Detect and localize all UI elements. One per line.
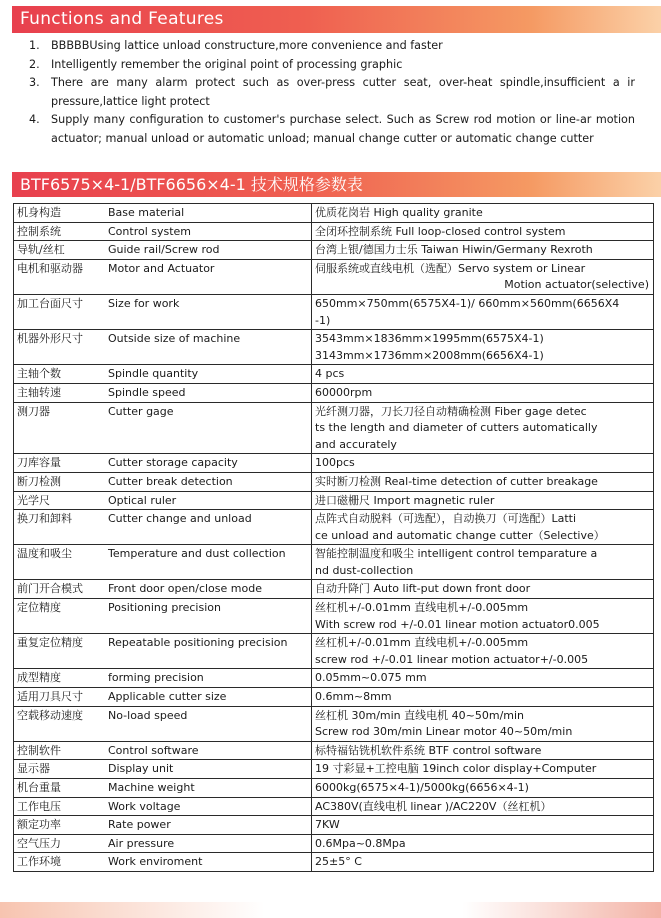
spec-value-cell (312, 383, 654, 402)
footer-decoration (0, 902, 661, 918)
spec-label (17, 761, 307, 778)
spec-label (17, 670, 307, 687)
feature-item (25, 74, 635, 111)
spec-row (14, 580, 654, 599)
feature-number: 1. (29, 39, 40, 52)
spec-label-cn: 主轴个数 (17, 367, 61, 381)
spec-label-en: Machine weight (108, 781, 195, 794)
spec-row (14, 853, 654, 872)
spec-label-cn: 机器外形尺寸 (17, 332, 83, 346)
spec-label (17, 224, 307, 241)
spec-label-cell (14, 741, 312, 760)
spec-label-en: Air pressure (108, 836, 175, 850)
spec-label-en: Cutter gage (108, 404, 174, 418)
spec-value: 自动升降门 Auto lift-put down front door (315, 582, 531, 596)
spec-label (17, 854, 307, 871)
feature-text: Supply many configuration to customer's purchase select. Such as Screw rod motion or line-ar motion actuator; manual unload or automatic unload; manual change cutter or automatic change cutter (51, 113, 635, 145)
feature-text: There are many alarm protect such as over-press cutter seat, over-heat spindle,insufficient a ir pressure,lattice light protect (51, 76, 635, 108)
spec-table (13, 203, 654, 872)
spec-value-cell (312, 365, 654, 384)
spec-row (14, 688, 654, 707)
spec-row (14, 259, 654, 294)
spec-value-cell (312, 669, 654, 688)
spec-value-cell (312, 580, 654, 599)
feature-text: Intelligently remember the original point of processing graphic (51, 57, 403, 71)
spec-value-line: 伺服系统或直线电机（选配）Servo system or Linear (315, 261, 586, 275)
spec-label-en: Optical ruler (108, 493, 177, 507)
spec-label-en: Base material (108, 206, 185, 219)
spec-label-cn: 机台重量 (17, 781, 61, 794)
spec-label (17, 546, 307, 563)
spec-label-cn: 适用刀具尺寸 (17, 690, 83, 704)
spec-label-en: Spindle quantity (108, 367, 199, 381)
spec-label-cell (14, 779, 312, 798)
spec-value-cell (312, 797, 654, 816)
spec-label-cn: 显示器 (17, 762, 50, 776)
spec-label-cell (14, 510, 312, 545)
spec-label-cn: 空气压力 (17, 836, 61, 850)
spec-label-en: Display unit (108, 762, 174, 776)
spec-label-cn: 工作环境 (17, 855, 61, 869)
spec-label-cn: 控制系统 (17, 224, 61, 238)
spec-label-en: Applicable cutter size (108, 690, 227, 704)
spec-label (17, 600, 307, 617)
spec-value: 100pcs (315, 456, 355, 470)
spec-label-en: Size for work (108, 296, 180, 310)
spec-label (17, 581, 307, 598)
spec-label-en: Spindle speed (108, 385, 186, 399)
spec-label-cn: 工作电压 (17, 799, 61, 813)
spec-row (14, 330, 654, 365)
spec-label-en: Outside size of machine (108, 332, 241, 346)
spec-row (14, 706, 654, 741)
spec-value: AC380V(直线电机 linear )/AC220V（丝杠机） (315, 799, 552, 813)
spec-label-cell (14, 634, 312, 669)
spec-label (17, 404, 307, 421)
spec-label-cn: 测刀器 (17, 404, 50, 418)
spec-value: 7KW (315, 818, 340, 832)
spec-label-cell (14, 383, 312, 402)
spec-label-cell (14, 294, 312, 329)
spec-row (14, 241, 654, 260)
spec-value-cell (312, 402, 654, 454)
spec-label-cell (14, 599, 312, 634)
spec-label-cell (14, 222, 312, 241)
spec-label-cell (14, 706, 312, 741)
spec-value-cell (312, 853, 654, 872)
spec-row (14, 741, 654, 760)
spec-label-cn: 刀库容量 (17, 456, 61, 470)
spec-label-en: forming precision (108, 671, 204, 685)
spec-label-cell (14, 580, 312, 599)
spec-label-cell (14, 402, 312, 454)
spec-value-cell (312, 510, 654, 545)
spec-label-cn: 重复定位精度 (17, 636, 83, 650)
spec-value-cell (312, 330, 654, 365)
spec-label (17, 511, 307, 528)
spec-label (17, 780, 307, 797)
spec-label (17, 493, 307, 510)
spec-value: 0.6Mpa~0.8Mpa (315, 836, 406, 850)
spec-label-en: Repeatable positioning precision (108, 636, 288, 650)
spec-label (17, 708, 307, 725)
spec-value-cell (312, 634, 654, 669)
spec-label-cell (14, 365, 312, 384)
spec-label-cn: 断刀检测 (17, 474, 61, 488)
spec-label (17, 836, 307, 853)
spec-label-cn: 空载移动速度 (17, 708, 83, 722)
spec-label-cell (14, 816, 312, 835)
spec-label-cell (14, 330, 312, 365)
spec-value: 丝杠机+/-0.01mm 直线电机+/-0.005mm screw rod +/-0.01 linear motion actuator+/-0.005 (315, 636, 589, 666)
spec-value: 丝杠机 30m/min 直线电机 40~50m/min Screw rod 30m/min Linear motor 40~50m/min (315, 708, 573, 739)
spec-label-cell (14, 259, 312, 294)
spec-label (17, 474, 307, 491)
spec-value-cell (312, 454, 654, 473)
spec-label-cell (14, 853, 312, 872)
spec-value-cell (312, 204, 654, 223)
spec-label-en: Cutter break detection (108, 474, 233, 488)
spec-value: 点阵式自动脱料（可选配），自动换刀（可选配）Latti ce unload and automatic change cutter（Selective） (315, 512, 605, 542)
spec-value: 台湾上银/德国力士乐 Taiwan Hiwin/Germany Rexroth (315, 243, 593, 257)
spec-label (17, 331, 307, 348)
spec-row (14, 383, 654, 402)
feature-item (25, 111, 635, 148)
spec-row (14, 634, 654, 669)
spec-title: BTF6575×4-1/BTF6656×4-1 技术规格参数表 (20, 175, 363, 194)
spec-label-cn: 换刀和卸料 (17, 512, 72, 526)
spec-value-cell (312, 834, 654, 853)
spec-value: 丝杠机+/-0.01mm 直线电机+/-0.005mm With screw rod +/-0.01 linear motion actuator0.005 (315, 601, 600, 631)
spec-value: 优质花岗岩 High quality granite (315, 206, 483, 219)
spec-value: 0.6mm~8mm (315, 690, 392, 704)
spec-value: 19 寸彩显+工控电脑 19inch color display+Computer (315, 762, 597, 776)
spec-label-cell (14, 834, 312, 853)
spec-row (14, 779, 654, 798)
spec-label-en: Work voltage (108, 799, 181, 813)
spec-row (14, 204, 654, 223)
spec-row (14, 472, 654, 491)
spec-value: 实时断刀检测 Real-time detection of cutter breakage (315, 474, 598, 488)
spec-label-en: No-load speed (108, 708, 188, 722)
spec-label-en: Motor and Actuator (108, 261, 215, 275)
feature-text: BBBBBUsing lattice unload constructure,more convenience and faster (51, 39, 443, 52)
spec-label-en: Cutter change and unload (108, 512, 252, 526)
spec-value: 6000kg(6575×4-1)/5000kg(6656×4-1) (315, 781, 529, 794)
spec-value-line: Motion actuator(selective) (504, 278, 649, 292)
spec-value-cell (312, 294, 654, 329)
spec-label-cell (14, 241, 312, 260)
spec-row (14, 402, 654, 454)
spec-row (14, 491, 654, 510)
spec-value: 650mm×750mm(6575X4-1)/ 660mm×560mm(6656X4 -1) (315, 296, 620, 327)
spec-label-cell (14, 760, 312, 779)
spec-row (14, 599, 654, 634)
spec-label (17, 366, 307, 383)
feature-number: 3. (29, 76, 40, 90)
spec-value-cell (312, 779, 654, 798)
spec-value: 标特福钻铣机软件系统 BTF control software (315, 743, 542, 757)
spec-label (17, 743, 307, 760)
spec-label-cell (14, 669, 312, 688)
spec-label (17, 205, 307, 222)
spec-row (14, 294, 654, 329)
spec-label-cn: 温度和吸尘 (17, 547, 72, 561)
spec-label-cn: 前门开合模式 (17, 582, 83, 596)
spec-row (14, 545, 654, 580)
spec-label-en: Control system (108, 224, 192, 238)
spec-value: 3543mm×1836mm×1995mm(6575X4-1) 3143mm×1736mm×2008mm(6656X4-1) (315, 332, 544, 362)
spec-value-cell (312, 688, 654, 707)
feature-number: 2. (29, 57, 40, 71)
spec-label-cn: 定位精度 (17, 601, 61, 615)
spec-label-en: Positioning precision (108, 601, 221, 615)
feature-number: 4. (29, 113, 40, 127)
spec-label (17, 385, 307, 402)
spec-row (14, 816, 654, 835)
spec-title-banner (12, 172, 661, 197)
spec-row (14, 365, 654, 384)
spec-label-en: Cutter storage capacity (108, 456, 238, 470)
spec-label-en: Temperature and dust collection (108, 547, 286, 561)
spec-label-cn: 导轨/丝杠 (17, 243, 65, 257)
spec-label-cell (14, 688, 312, 707)
spec-value: 25±5° C (315, 855, 362, 869)
spec-label-cn: 电机和驱动器 (17, 261, 83, 275)
features-list (25, 37, 635, 149)
spec-value: 4 pcs (315, 367, 345, 381)
spec-value-cell (312, 545, 654, 580)
spec-label-cn: 主轴转速 (17, 385, 61, 399)
spec-value: 60000rpm (315, 385, 373, 399)
spec-label-en: Rate power (108, 818, 171, 832)
spec-label-en: Work enviroment (108, 855, 203, 869)
spec-label-cn: 加工台面尺寸 (17, 296, 83, 310)
spec-value-cell (312, 259, 654, 294)
spec-value-cell (312, 760, 654, 779)
spec-value: 进口磁栅尺 Import magnetic ruler (315, 493, 495, 507)
spec-value: 0.05mm~0.075 mm (315, 671, 427, 685)
spec-label (17, 635, 307, 652)
features-title: Functions and Features (20, 9, 224, 29)
spec-label-cell (14, 797, 312, 816)
spec-label-cn: 控制软件 (17, 743, 61, 757)
spec-label-cn: 光学尺 (17, 493, 50, 507)
spec-label-cell (14, 454, 312, 473)
spec-label-cell (14, 491, 312, 510)
spec-label (17, 689, 307, 706)
spec-value-cell (312, 241, 654, 260)
spec-label (17, 261, 307, 278)
spec-row (14, 510, 654, 545)
spec-label (17, 817, 307, 834)
spec-value: 全闭环控制系统 Full loop-closed control system (315, 224, 566, 238)
spec-label-en: Guide rail/Screw rod (108, 243, 220, 257)
spec-label (17, 455, 307, 472)
feature-item (25, 56, 635, 75)
spec-value-cell (312, 816, 654, 835)
spec-row (14, 669, 654, 688)
spec-label-cn: 成型精度 (17, 671, 61, 685)
spec-value-cell (312, 599, 654, 634)
spec-label-cn: 机身构造 (17, 206, 61, 219)
spec-row (14, 760, 654, 779)
spec-value-cell (312, 706, 654, 741)
spec-row (14, 834, 654, 853)
spec-value-cell (312, 472, 654, 491)
spec-label-cell (14, 204, 312, 223)
spec-value: 智能控制温度和吸尘 intelligent control temparature a nd dust-collection (315, 547, 598, 577)
spec-value-cell (312, 491, 654, 510)
spec-label (17, 799, 307, 816)
spec-label (17, 296, 307, 313)
spec-row (14, 222, 654, 241)
spec-label-cell (14, 545, 312, 580)
spec-value (315, 261, 649, 294)
features-title-banner (12, 6, 661, 33)
spec-row (14, 797, 654, 816)
spec-label-en: Front door open/close mode (108, 582, 262, 596)
spec-value: 光纤测刀器，刀长刀径自动精确检测 Fiber gage detec ts the length and diameter of cutters automatically and accurately (315, 404, 598, 451)
feature-item (25, 37, 635, 56)
spec-label-cn: 额定功率 (17, 818, 61, 832)
spec-label-en: Control software (108, 743, 199, 757)
spec-table-body (14, 204, 654, 872)
spec-value-cell (312, 222, 654, 241)
spec-label-cell (14, 472, 312, 491)
spec-row (14, 454, 654, 473)
spec-value-cell (312, 741, 654, 760)
spec-label (17, 242, 307, 259)
